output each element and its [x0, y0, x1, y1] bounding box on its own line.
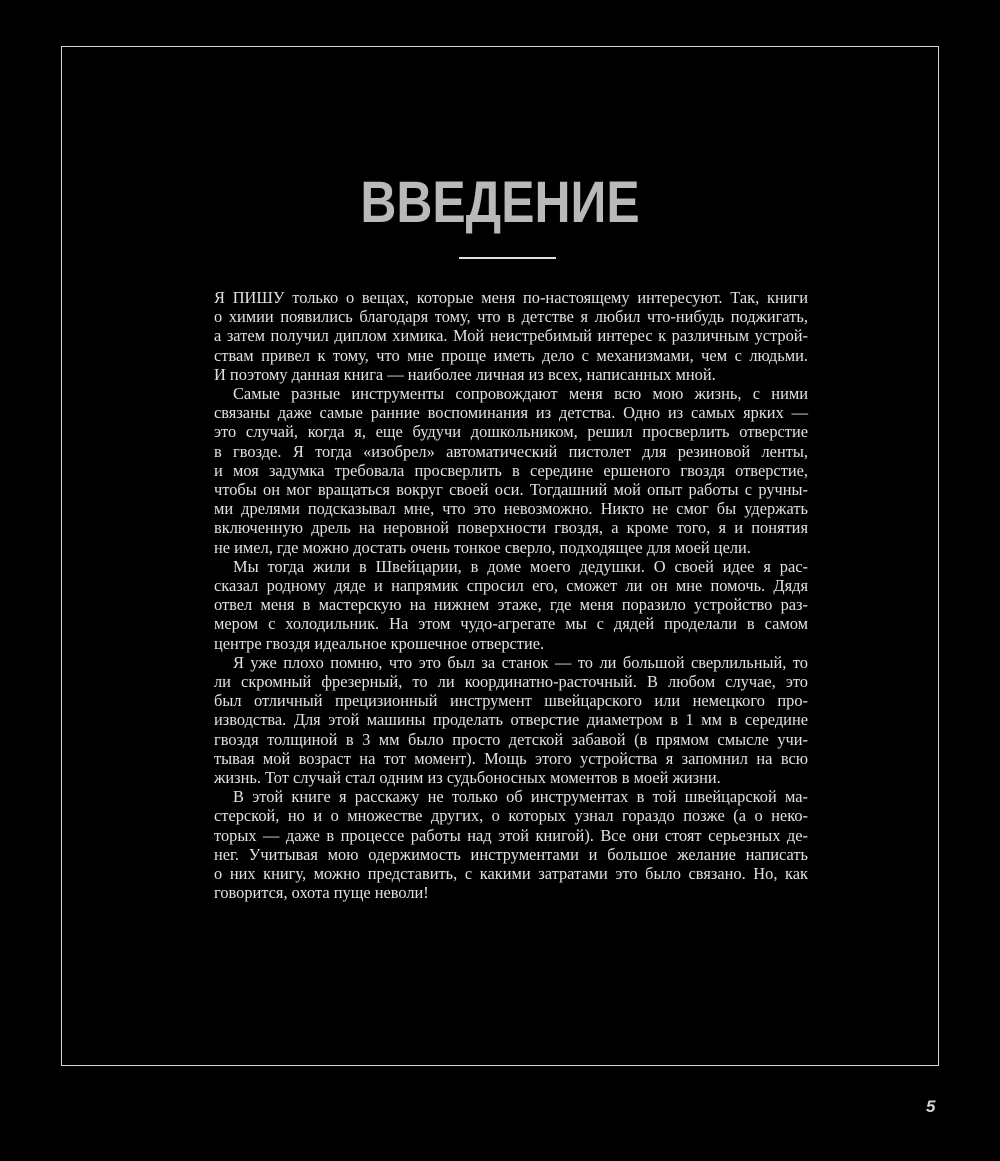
page-number: 5 [926, 1097, 936, 1116]
title-divider [459, 257, 556, 259]
text-line: был отличный прецизионный инструмент швейцарского или немецкого про- [214, 691, 808, 711]
text-line: тывая мой возраст на тот момент). Мощь этого устройства я запомнил на всю [214, 748, 808, 768]
text-line: и моя задумка требовала просверлить в середине ершеного гвоздя отверстие, [214, 460, 808, 480]
page-title: ВВЕДЕНИЕ [360, 170, 640, 235]
text-line: включенную дрель на неровной поверхности гвоздя, а кроме того, я и понятия [214, 518, 808, 538]
paragraph-1 [214, 288, 808, 384]
text-line: изводства. Для этой машины проделать отверстие диаметром в 1 мм в середине [214, 710, 808, 730]
text-line: Я ПИШУ только о вещах, которые меня по-настоящему интересуют. Так, книги [214, 288, 808, 307]
body-text [214, 288, 808, 903]
paragraph-2 [214, 384, 808, 557]
paragraph-4 [214, 653, 808, 787]
text-line: сказал родному дяде и напрямик спросил его, сможет ли он мне помочь. Дядя [214, 576, 808, 596]
text-line: нег. Учитывая мою одержимость инструментами и большое желание написать [214, 844, 808, 864]
text-line: стерской, но и о множестве других, о которых узнал гораздо позже (а о неко- [214, 806, 808, 826]
text-line: говорится, охота пуще неволи! [214, 883, 429, 903]
text-line: о химии появились благодаря тому, что в детстве я любил что-нибудь поджигать, [214, 307, 808, 327]
text-line: чтобы он мог вращаться вокруг своей оси. Тогдашний мой опыт работы с ручны- [214, 480, 808, 500]
text-line: Самые разные инструменты сопровождают меня всю мою жизнь, с ними [233, 384, 808, 404]
text-line: мером с холодильник. На этом чудо-агрегате мы с дядей проделали в самом [214, 614, 808, 634]
text-line: ствам привел к тому, что мне проще иметь дело с механизмами, чем с людьми. [214, 345, 808, 365]
text-line: а затем получил диплом химика. Мой неистребимый интерес к различным устрой- [214, 326, 808, 346]
text-line: жизнь. Тот случай стал одним из судьбоносных моментов в моей жизни. [214, 768, 721, 788]
paragraph-5 [214, 787, 808, 902]
text-line: ли скромный фрезерный, то ли координатно-расточный. В любом случае, это [214, 672, 808, 692]
text-line: гвоздя толщиной в 3 мм было просто детской забавой (в прямом смысле учи- [214, 729, 808, 749]
text-line: в гвозде. Я тогда «изобрел» автоматический пистолет для резиновой ленты, [214, 441, 808, 461]
paragraph-3 [214, 557, 808, 653]
text-line: центре гвоздя идеальное крошечное отверстие. [214, 633, 545, 653]
text-line: не имел, где можно достать очень тонкое сверло, подходящее для моей цели. [214, 537, 751, 557]
text-line: Мы тогда жили в Швейцарии, в доме моего дедушки. О своей идее я рас- [233, 556, 808, 576]
text-line: это случай, когда я, еще будучи дошкольником, решил просверлить отверстие [214, 422, 808, 442]
text-line: ми дрелями подсказывал мне, что это невозможно. Никто не смог бы удержать [214, 499, 808, 519]
text-line: отвел меня в мастерскую на нижнем этаже, где меня поразило устройство раз- [214, 595, 808, 615]
text-line: В этой книге я расскажу не только об инструментах в той швейцарской ма- [233, 787, 808, 807]
text-line: торых — даже в процессе работы над этой книгой). Все они стоят серьезных де- [214, 825, 808, 845]
text-line: И поэтому данная книга — наиболее личная из всех, написанных мной. [214, 364, 716, 384]
text-line: связаны даже самые ранние воспоминания из детства. Одно из самых ярких — [214, 403, 808, 423]
text-line: Я уже плохо помню, что это был за станок — то ли большой сверлильный, то [233, 652, 808, 672]
text-line: о них книгу, можно представить, с какими затратами это было связано. Но, как [214, 864, 808, 884]
